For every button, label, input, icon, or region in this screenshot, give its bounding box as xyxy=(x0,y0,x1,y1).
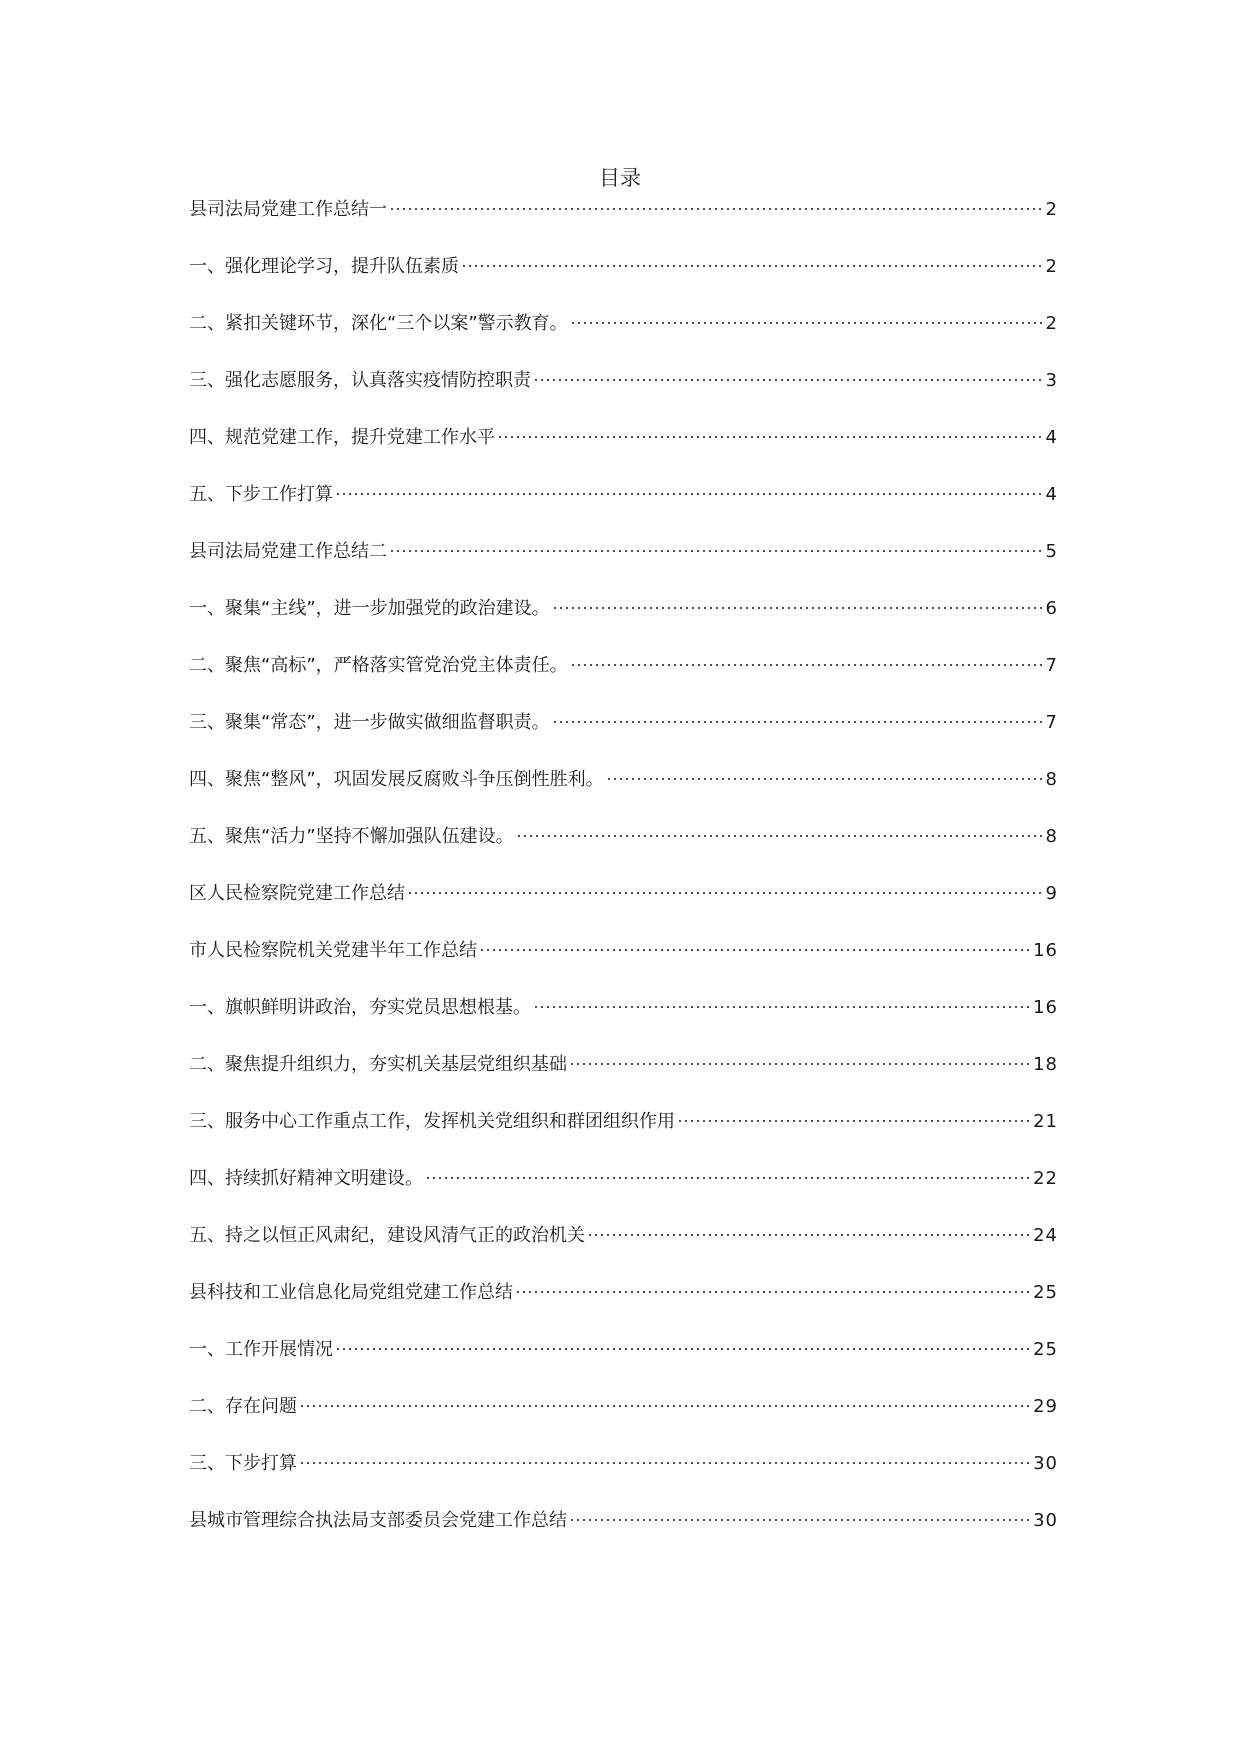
dot-leader xyxy=(407,891,1044,895)
toc-entry[interactable] xyxy=(189,310,1058,367)
toc-page-number: 2 xyxy=(1045,199,1058,220)
dot-leader xyxy=(533,1005,1031,1009)
toc-entry-text: 县城市管理综合执法局支部委员会党建工作总结 xyxy=(189,1510,567,1531)
toc-entry-text: 四、聚焦“整风”，巩固发展反腐败斗争压倒性胜利。 xyxy=(189,769,604,790)
dot-leader xyxy=(299,1404,1031,1408)
dot-leader xyxy=(425,1176,1031,1180)
toc-entry[interactable] xyxy=(189,1336,1058,1393)
toc-entry[interactable] xyxy=(189,823,1058,880)
dot-leader xyxy=(335,492,1044,496)
toc-page-number: 30 xyxy=(1033,1510,1058,1531)
toc-entry-text: 三、强化志愿服务，认真落实疫情防控职责 xyxy=(189,370,531,391)
toc-page-number: 4 xyxy=(1045,427,1058,448)
toc-entry[interactable] xyxy=(189,937,1058,994)
toc-entry[interactable] xyxy=(189,1222,1058,1279)
toc-entry-text: 二、紧扣关键环节，深化“三个以案”警示教育。 xyxy=(189,313,568,334)
toc-entry-text: 一、旗帜鲜明讲政治，夯实党员思想根基。 xyxy=(189,997,531,1018)
dot-leader xyxy=(461,264,1044,268)
toc-entry[interactable] xyxy=(189,1279,1058,1336)
toc-entry[interactable] xyxy=(189,1051,1058,1108)
toc-entry-text: 三、聚集“常态”，进一步做实做细监督职责。 xyxy=(189,712,550,733)
toc-entry-text: 二、聚焦“高标”，严格落实管党治党主体责任。 xyxy=(189,655,568,676)
toc-entry[interactable] xyxy=(189,994,1058,1051)
toc-entry-text: 二、存在问题 xyxy=(189,1396,297,1417)
dot-leader xyxy=(569,1062,1031,1066)
toc-page-number: 25 xyxy=(1033,1282,1058,1303)
dot-leader xyxy=(606,777,1044,781)
dot-leader xyxy=(516,834,1044,838)
toc-page-number: 6 xyxy=(1045,598,1058,619)
toc-page-number: 21 xyxy=(1033,1111,1058,1132)
toc-page-number: 16 xyxy=(1033,940,1058,961)
dot-leader xyxy=(389,549,1044,553)
toc-page-number: 8 xyxy=(1045,826,1058,847)
dot-leader xyxy=(515,1290,1031,1294)
toc-entry-text: 四、规范党建工作，提升党建工作水平 xyxy=(189,427,495,448)
dot-leader xyxy=(335,1347,1031,1351)
toc-page-number: 5 xyxy=(1045,541,1058,562)
toc-entry[interactable] xyxy=(189,367,1058,424)
toc-page-number: 30 xyxy=(1033,1453,1058,1474)
toc-page-number: 4 xyxy=(1045,484,1058,505)
toc-page-number: 7 xyxy=(1045,712,1058,733)
toc-entry-text: 五、持之以恒正风肃纪，建设风清气正的政治机关 xyxy=(189,1225,585,1246)
dot-leader xyxy=(552,720,1044,724)
toc-page-number: 25 xyxy=(1033,1339,1058,1360)
toc-entry-text: 一、聚集“主线”，进一步加强党的政治建设。 xyxy=(189,598,550,619)
toc-entry[interactable] xyxy=(189,880,1058,937)
toc-entry-text: 五、下步工作打算 xyxy=(189,484,333,505)
toc-page-number: 2 xyxy=(1045,313,1058,334)
toc-entry[interactable] xyxy=(189,1507,1058,1564)
toc-entry-text: 三、服务中心工作重点工作，发挥机关党组织和群团组织作用 xyxy=(189,1111,675,1132)
toc-entry-text: 区人民检察院党建工作总结 xyxy=(189,883,405,904)
toc-page-number: 22 xyxy=(1033,1168,1058,1189)
table-of-contents xyxy=(189,196,1058,1564)
toc-entry[interactable] xyxy=(189,652,1058,709)
toc-entry-text: 一、强化理论学习，提升队伍素质 xyxy=(189,256,459,277)
dot-leader xyxy=(497,435,1044,439)
dot-leader xyxy=(587,1233,1031,1237)
dot-leader xyxy=(677,1119,1031,1123)
toc-entry[interactable] xyxy=(189,538,1058,595)
toc-entry[interactable] xyxy=(189,1108,1058,1165)
toc-entry-text: 县司法局党建工作总结一 xyxy=(189,199,387,220)
toc-entry[interactable] xyxy=(189,1450,1058,1507)
toc-page-number: 16 xyxy=(1033,997,1058,1018)
toc-entry[interactable] xyxy=(189,481,1058,538)
toc-page-number: 8 xyxy=(1045,769,1058,790)
toc-entry[interactable] xyxy=(189,253,1058,310)
toc-title: 目录 xyxy=(599,166,641,190)
toc-entry[interactable] xyxy=(189,766,1058,823)
toc-entry[interactable] xyxy=(189,709,1058,766)
toc-page-number: 29 xyxy=(1033,1396,1058,1417)
toc-entry[interactable] xyxy=(189,196,1058,253)
dot-leader xyxy=(570,663,1044,667)
toc-entry[interactable] xyxy=(189,1165,1058,1222)
toc-page-number: 2 xyxy=(1045,256,1058,277)
toc-entry-text: 市人民检察院机关党建半年工作总结 xyxy=(189,940,477,961)
toc-page-number: 9 xyxy=(1045,883,1058,904)
toc-entry-text: 县科技和工业信息化局党组党建工作总结 xyxy=(189,1282,513,1303)
toc-page-number: 7 xyxy=(1045,655,1058,676)
toc-entry-text: 一、工作开展情况 xyxy=(189,1339,333,1360)
dot-leader xyxy=(552,606,1044,610)
toc-entry-text: 县司法局党建工作总结二 xyxy=(189,541,387,562)
toc-entry-text: 四、持续抓好精神文明建设。 xyxy=(189,1168,423,1189)
toc-page-number: 3 xyxy=(1045,370,1058,391)
toc-entry[interactable] xyxy=(189,595,1058,652)
toc-entry-text: 五、聚焦“活力”坚持不懈加强队伍建设。 xyxy=(189,826,514,847)
toc-entry-text: 二、聚焦提升组织力，夯实机关基层党组织基础 xyxy=(189,1054,567,1075)
toc-entry-text: 三、下步打算 xyxy=(189,1453,297,1474)
dot-leader xyxy=(570,321,1044,325)
dot-leader xyxy=(479,948,1031,952)
toc-entry[interactable] xyxy=(189,424,1058,481)
toc-page-number: 18 xyxy=(1033,1054,1058,1075)
toc-page-number: 24 xyxy=(1033,1225,1058,1246)
dot-leader xyxy=(389,207,1044,211)
dot-leader xyxy=(533,378,1044,382)
dot-leader xyxy=(569,1518,1031,1522)
toc-entry[interactable] xyxy=(189,1393,1058,1450)
dot-leader xyxy=(299,1461,1031,1465)
